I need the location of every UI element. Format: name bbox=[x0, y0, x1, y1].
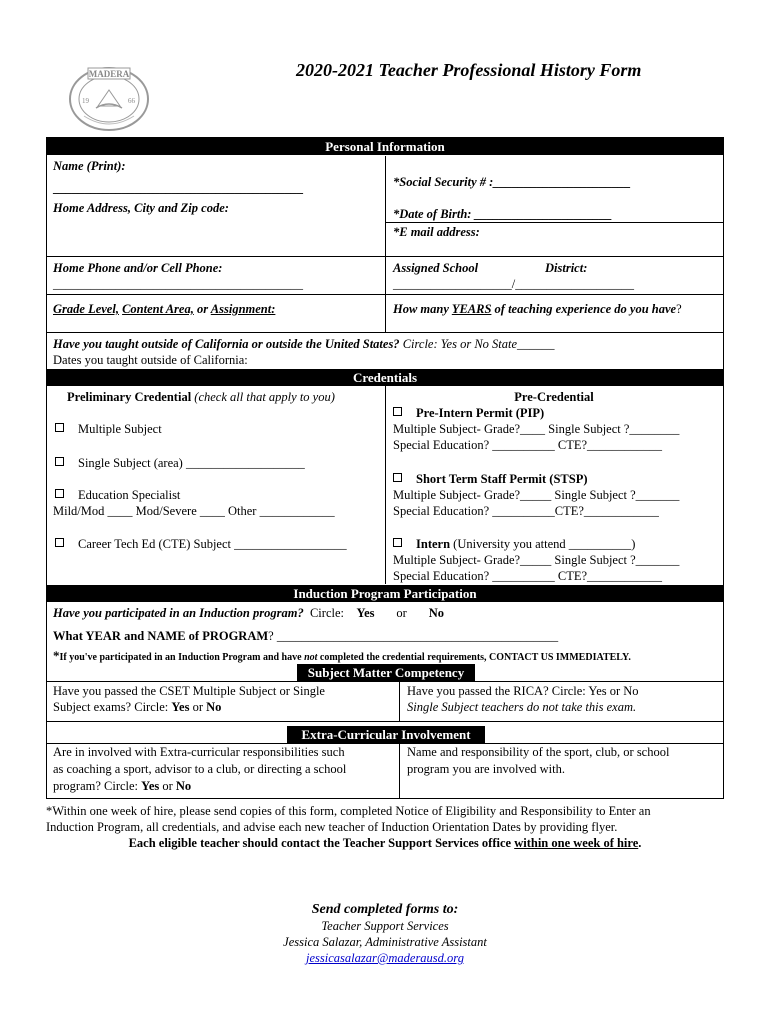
rica-note: Single Subject teachers do not take this exam. bbox=[407, 700, 637, 714]
school-district-field[interactable]: ___________________/___________________ bbox=[393, 277, 634, 291]
years-experience-label: How many YEARS of teaching experience do you have? bbox=[393, 302, 682, 316]
footer-contact-instruction: Each eligible teacher should contact the Teacher Support Services office within one week of hire. bbox=[128, 836, 642, 850]
cset-question-line1: Have you passed the CSET Multiple Subject or Single bbox=[53, 684, 325, 698]
intern-checkbox[interactable]: Intern (University you attend __________) bbox=[393, 536, 635, 552]
footer-instruction-line2: Induction Program, all credentials, and advise each new teacher of Induction Orientation Dates by providing flyer. bbox=[46, 820, 618, 834]
induction-notice: *If you've participated in an Induction Program and have not completed the credential requirements, CONTACT US IMMEDIATELY. bbox=[53, 648, 631, 663]
credentials-header: Credentials bbox=[47, 369, 723, 386]
extra-question-line2: as coaching a sport, advisor to a club, or directing a school bbox=[53, 762, 347, 776]
pip-special-education[interactable]: Special Education? __________ CTE?____________ bbox=[393, 438, 663, 452]
cte-subject-checkbox[interactable]: Career Tech Ed (CTE) Subject __________________ bbox=[55, 536, 347, 552]
extra-name-line2: program you are involved with. bbox=[407, 762, 565, 776]
pip-checkbox[interactable]: Pre-Intern Permit (PIP) bbox=[393, 405, 544, 421]
professional-history-form bbox=[46, 137, 724, 799]
district-label: District: bbox=[545, 261, 588, 275]
svg-text:MADERA: MADERA bbox=[88, 69, 130, 79]
induction-question: Have you participated in an Induction program? Circle: Yes or No bbox=[53, 606, 444, 620]
pip-multiple-subject[interactable]: Multiple Subject- Grade?____ Single Subject ?________ bbox=[393, 422, 680, 436]
extra-question-line1: Are in involved with Extra-curricular responsibilities such bbox=[53, 745, 345, 759]
multiple-subject-checkbox[interactable]: Multiple Subject bbox=[55, 421, 162, 437]
extra-question-line3: program? Circle: Yes or No bbox=[53, 779, 192, 793]
outside-dates-label: Dates you taught outside of California: bbox=[53, 353, 248, 367]
contact-email-link[interactable]: jessicasalazar@maderausd.org bbox=[306, 951, 464, 965]
single-subject-checkbox[interactable]: Single Subject (area) ___________________ bbox=[55, 455, 305, 471]
rica-question: Have you passed the RICA? Circle: Yes or No bbox=[407, 684, 639, 698]
dob-field[interactable]: *Date of Birth: ______________________ bbox=[393, 207, 613, 221]
pre-credential-title: Pre-Credential bbox=[514, 390, 594, 404]
footer-instruction-line1: *Within one week of hire, please send copies of this form, completed Notice of Eligibility and Responsibility to Enter an bbox=[46, 804, 651, 818]
department-name: Teacher Support Services bbox=[321, 919, 449, 933]
email-field[interactable]: *E mail address: bbox=[393, 225, 480, 239]
phone-label: Home Phone and/or Cell Phone: bbox=[53, 261, 223, 275]
name-label: Name (Print): bbox=[53, 159, 126, 173]
name-field[interactable]: ________________________________________ bbox=[53, 181, 303, 195]
subject-matter-header: Subject Matter Competency bbox=[297, 664, 475, 681]
contact-email-wrapper bbox=[0, 950, 770, 966]
assigned-school-label: Assigned School bbox=[393, 261, 479, 275]
ssn-field[interactable]: *Social Security # :______________________ bbox=[393, 175, 631, 189]
svg-text:66: 66 bbox=[128, 97, 135, 105]
stsp-special-education[interactable]: Special Education? __________CTE?____________ bbox=[393, 504, 659, 518]
stsp-checkbox[interactable]: Short Term Staff Permit (STSP) bbox=[393, 471, 588, 487]
home-address-label: Home Address, City and Zip code: bbox=[53, 201, 229, 215]
education-specialist-options[interactable]: Mild/Mod ____ Mod/Severe ____ Other ____________ bbox=[53, 504, 335, 518]
form-title: 2020-2021 Teacher Professional History Form bbox=[296, 60, 642, 80]
outside-california-question: Have you taught outside of California or outside the United States? Circle: Yes or No State______ bbox=[53, 337, 555, 351]
personal-information-header: Personal Information bbox=[47, 138, 723, 155]
extra-curricular-header: Extra-Curricular Involvement bbox=[287, 726, 485, 743]
cset-question-line2: Subject exams? Circle: Yes or No bbox=[53, 700, 222, 714]
phone-field[interactable]: ________________________________________ bbox=[53, 277, 303, 291]
stsp-multiple-subject[interactable]: Multiple Subject- Grade?_____ Single Subject ?_______ bbox=[393, 488, 680, 502]
induction-header: Induction Program Participation bbox=[47, 585, 723, 602]
extra-name-line1: Name and responsibility of the sport, club, or school bbox=[407, 745, 670, 759]
contact-person: Jessica Salazar, Administrative Assistant bbox=[283, 935, 487, 949]
send-forms-heading: Send completed forms to: bbox=[311, 902, 459, 917]
svg-text:19: 19 bbox=[82, 97, 89, 105]
program-year-name-field[interactable]: What YEAR and NAME of PROGRAM? _____________________________________________ bbox=[53, 629, 559, 643]
intern-multiple-subject[interactable]: Multiple Subject- Grade?_____ Single Subject ?_______ bbox=[393, 553, 680, 567]
madera-district-seal bbox=[68, 66, 150, 132]
intern-special-education[interactable]: Special Education? __________ CTE?____________ bbox=[393, 569, 663, 583]
grade-content-assignment-label: Grade Level, Content Area, or Assignment: bbox=[53, 302, 276, 316]
education-specialist-checkbox[interactable]: Education Specialist bbox=[55, 487, 180, 503]
preliminary-credential-title: Preliminary Credential (check all that apply to you) bbox=[67, 390, 335, 404]
